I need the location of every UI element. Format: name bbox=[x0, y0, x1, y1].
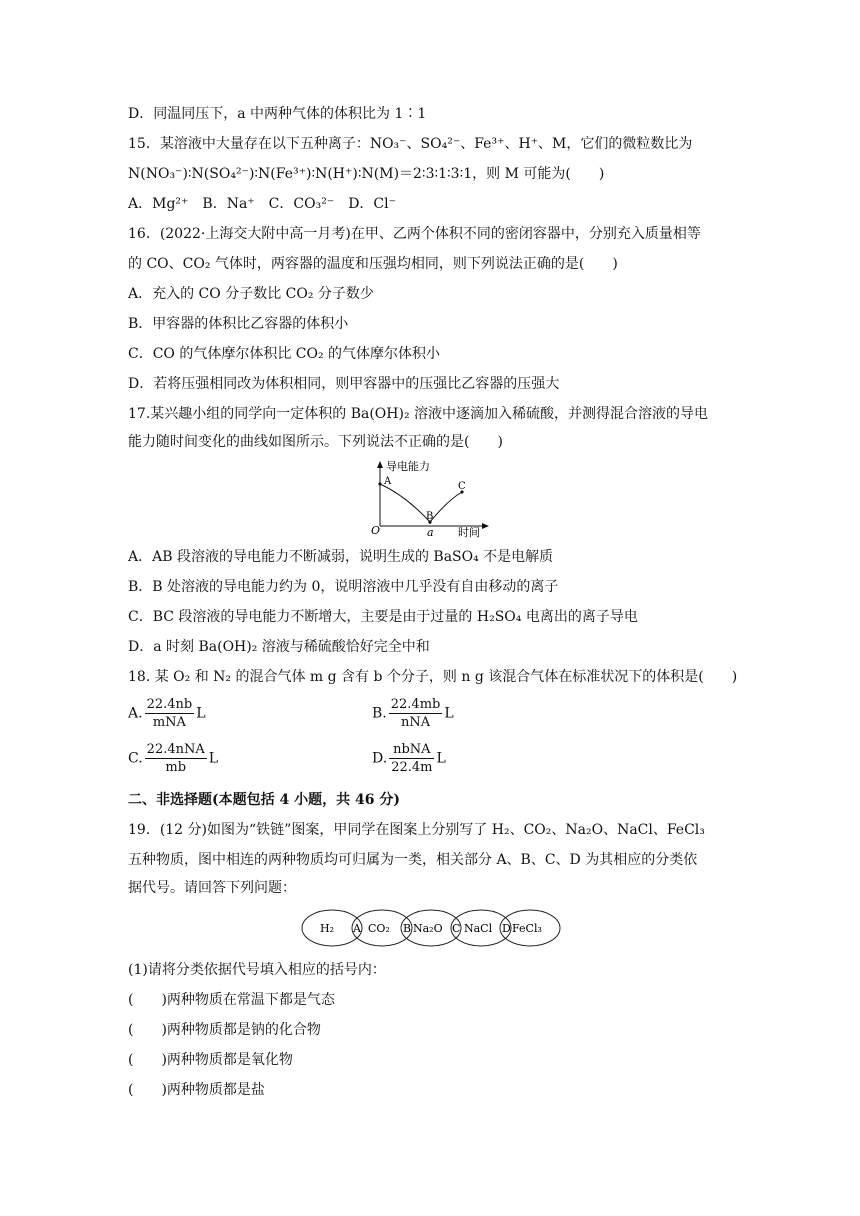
option-a-label: A. bbox=[128, 705, 143, 722]
option-d-denominator: 22.4m bbox=[391, 760, 433, 775]
question-17-line-2: 能力随时间变化的曲线如图所示。下列说法不正确的是( ) bbox=[128, 434, 503, 450]
question-15-line-2: N(NO₃⁻)∶N(SO₄²⁻)∶N(Fe³⁺)∶N(H⁺)∶N(M)＝2∶3∶1∶3∶1，则 M 可能为( ) bbox=[128, 166, 605, 182]
origin-label: O bbox=[371, 524, 381, 537]
question-15-options: A．Mg²⁺ B．Na⁺ C．CO₃²⁻ D．Cl⁻ bbox=[128, 196, 397, 212]
question-17-option-d: D．a 时刻 Ba(OH)₂ 溶液与稀硫酸恰好完全中和 bbox=[128, 639, 430, 655]
point-b-label: B bbox=[426, 511, 434, 522]
y-axis-label: 导电能力 bbox=[386, 460, 430, 473]
link-label-d: D bbox=[502, 922, 511, 935]
question-18-option-b bbox=[372, 696, 454, 731]
question-19-blank-4: ( )两种物质都是盐 bbox=[128, 1082, 265, 1098]
question-18-option-c bbox=[128, 741, 218, 776]
option-b-denominator: nNA bbox=[400, 715, 431, 730]
option-a-denominator: mNA bbox=[152, 715, 186, 730]
question-17-line-1: 17.某兴趣小组的同学向一定体积的 Ba(OH)₂ 溶液中逐滴加入稀硫酸，并测得混合溶液的导电 bbox=[128, 406, 709, 422]
question-18-stem: 18. 某 O₂ 和 N₂ 的混合气体 m g 含有 b 个分子，则 n g 该混合气体在标准状况下的体积是( ) bbox=[128, 669, 738, 685]
option-d-unit: L bbox=[436, 750, 446, 767]
option-b-label: B. bbox=[372, 705, 387, 722]
tick-a-label: a bbox=[427, 526, 434, 538]
option-b-unit: L bbox=[444, 705, 454, 722]
option-c-unit: L bbox=[208, 750, 219, 767]
option-a-unit: L bbox=[196, 705, 206, 722]
option-b-fraction bbox=[389, 696, 443, 731]
substance-co2: CO₂ bbox=[368, 922, 390, 935]
y-axis-arrow bbox=[377, 461, 383, 468]
option-d-q14: D．同温同压下，a 中两种气体的体积比为 1∶1 bbox=[128, 106, 427, 122]
question-19-line-2: 五种物质，图中相连的两种物质均可归属为一类，相关部分 A、B、C、D 为其相应的分类依 bbox=[128, 852, 698, 868]
question-16-option-d: D．若将压强相同改为体积相同，则甲容器中的压强比乙容器的压强大 bbox=[128, 376, 560, 392]
substance-nacl: NaCl bbox=[464, 922, 493, 935]
option-a-fraction bbox=[145, 696, 195, 731]
question-19-line-3: 据代号。请回答下列问题： bbox=[128, 880, 296, 896]
option-d-label: D. bbox=[372, 750, 388, 767]
question-19-blank-2: ( )两种物质都是钠的化合物 bbox=[128, 1022, 321, 1038]
question-17-option-c: C．BC 段溶液的导电能力不断增大，主要是由于过量的 H₂SO₄ 电离出的离子导电 bbox=[128, 609, 638, 625]
option-a-numerator: 22.4nb bbox=[146, 697, 193, 712]
question-19-line-1: 19．(12 分)如图为“铁链”图案，甲同学在图案上分别写了 H₂、CO₂、Na₂O、NaCl、FeCl₃ bbox=[128, 822, 705, 838]
point-a-label: A bbox=[384, 476, 392, 487]
substance-na2o: Na₂O bbox=[413, 922, 443, 935]
option-d-fraction bbox=[389, 741, 434, 776]
section-2-heading: 二、非选择题(本题包括 4 小题，共 46 分) bbox=[128, 792, 400, 808]
link-label-a: A bbox=[353, 922, 361, 935]
question-16-option-a: A．充入的 CO 分子数比 CO₂ 分子数少 bbox=[128, 286, 374, 302]
option-c-denominator: mb bbox=[165, 760, 187, 775]
question-17-option-a: A．AB 段溶液的导电能力不断减弱，说明生成的 BaSO₄ 不是电解质 bbox=[128, 549, 554, 565]
question-18-option-d bbox=[372, 741, 446, 776]
substance-h2: H₂ bbox=[320, 922, 335, 935]
question-19-blank-1: ( )两种物质在常温下都是气态 bbox=[128, 992, 335, 1008]
option-c-fraction bbox=[145, 741, 207, 776]
conductivity-time-graph bbox=[366, 458, 496, 538]
option-d-numerator: nbNA bbox=[389, 741, 434, 759]
question-15-line-1: 15．某溶液中大量存在以下五种离子：NO₃⁻、SO₄²⁻、Fe³⁺、H⁺、M，它们的微粒数比为 bbox=[128, 136, 693, 152]
option-c-numerator: 22.4nNA bbox=[146, 742, 205, 757]
question-16-line-1: 16．(2022·上海交大附中高一月考)在甲、乙两个体积不同的密闭容器中，分别充入质量相等 bbox=[128, 226, 701, 242]
conductivity-curve bbox=[380, 484, 462, 522]
iron-chain-diagram bbox=[300, 904, 562, 952]
point-a-marker bbox=[378, 482, 381, 485]
option-b-numerator: 22.4mb bbox=[390, 697, 441, 712]
point-c-label: C bbox=[458, 481, 466, 492]
link-label-c: C bbox=[452, 922, 461, 935]
question-18-option-a bbox=[128, 696, 206, 731]
option-c-label: C. bbox=[128, 750, 143, 767]
question-19-blank-3: ( )两种物质都是氧化物 bbox=[128, 1052, 293, 1068]
substance-fecl3: FeCl₃ bbox=[512, 922, 542, 935]
question-17-option-b: B．B 处溶液的导电能力约为 0，说明溶液中几乎没有自由移动的离子 bbox=[128, 579, 559, 595]
question-19-sub-1: (1)请将分类依据代号填入相应的括号内： bbox=[128, 962, 386, 978]
x-axis-label: 时间 bbox=[458, 526, 480, 538]
question-16-line-2: 的 CO、CO₂ 气体时，两容器的温度和压强均相同，则下列说法正确的是( ) bbox=[128, 256, 618, 272]
question-16-option-b: B．甲容器的体积比乙容器的体积小 bbox=[128, 316, 349, 332]
question-16-option-c: C．CO 的气体摩尔体积比 CO₂ 的气体摩尔体积小 bbox=[128, 346, 441, 362]
link-label-b: B bbox=[403, 922, 412, 935]
x-axis-arrow bbox=[482, 523, 489, 529]
